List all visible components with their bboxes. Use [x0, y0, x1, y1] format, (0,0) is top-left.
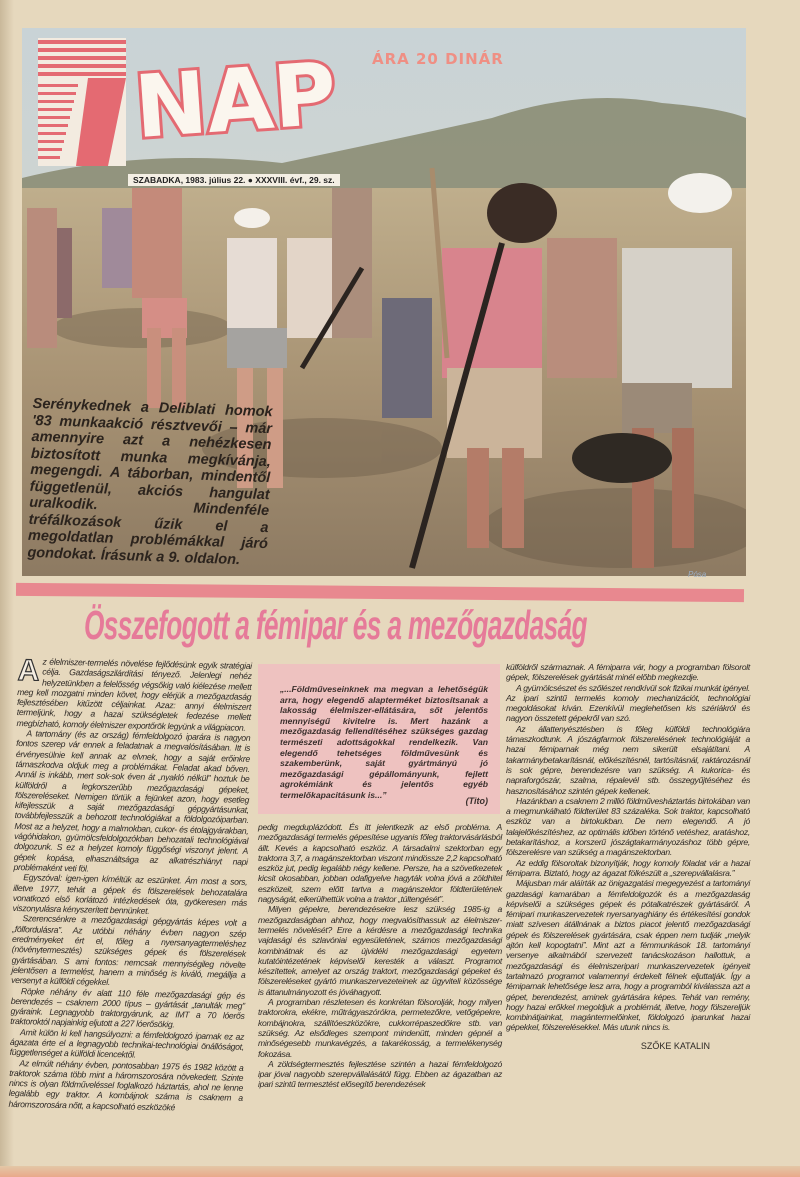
article-paragraph: Az elmúlt néhány évben, pontosabban 1975 és 1982 között a traktorok száma több mint a háromszorosára növekedett. Szinte nincs is olyan földműveléssel foglalkozó háztartás, ahol ne lenne legalább egy traktor. A kombájnok száma is csaknem a háromszorosára nőtt, a kapcsolható eszközöké: [8, 1057, 244, 1113]
article-paragraph: külföldről származnak. A fémiparra vár, hogy a programban fölsorolt gépek, fölszerelések gyártását minél előbb megkezdje.: [506, 662, 750, 683]
newspaper-logo: [38, 38, 368, 170]
article-paragraph: A zöldségtermesztés fejlesztése szintén a hazai fémfeldolgozó ipar jóval nagyobb szerepvállalásától függ. Ebben az ágazatban az ipari szintű termesztést elősegítő berendezések: [258, 1058, 502, 1090]
article-paragraph: Amit külön ki kell hangsúlyozni: a fémfeldolgozó iparnak ez az ágazata érte el a legnagyobb technikai-technológiai önállóságot, függetlenséget a külföldi licencektől.: [9, 1026, 245, 1060]
tito-quote-box: [258, 664, 500, 814]
article-paragraph-text: z élelmiszer-termelés növelése fejlődésünk egyik stratégiai célja. Gazdaságszilárdítási tényező. Jelenlegi nehéz helyzetünkben a felelősség végsőkig való kiélezése mellett meg kell mozgatni minden követ, hogy elérjük a mezőgazdaság fejlesztésében kitűzött céljainkat. Azaz: annyi élelmiszert termeljünk, hogy a hazai szükségletek fedezése mellett megbízható, komoly élelmiszer exportőrök legyünk a világpiacon.: [16, 656, 252, 733]
red-divider-stripe: [16, 583, 744, 602]
bottom-edge-stripe: [0, 1166, 800, 1177]
author-byline: SZŐKE KATALIN: [640, 1040, 710, 1051]
article-paragraph: A gyümölcsészet és szőlészet rendkívül sok fizikai munkát igényel. Az ipari szintű termelés komoly mechanizációt, technológiai megoldásokat kíván. Ezenkívül meglehetősen kis szériákról és nagyon összetett gépekről van szó.: [506, 682, 750, 724]
article-paragraph: Szerencsénkre a mezőgazdasági gépgyártás képes volt a „fölfordulásra”. Az utóbbi néhány évben nagyon szép eredményeket ért el, főleg a nyersanyagtermeléshez (növénytermesztés) szükséges gépek és fölszerelések gyártásában. S ami fontos: nemcsak mennyiségileg növelte jelentősen a termelést, hanem a minőség is kiváló, megállja a versenyt a külföldi cégekkel.: [11, 913, 247, 988]
price-label: ÁRA 20 DINÁR: [372, 50, 504, 68]
article-paragraph: A tartomány (és az ország) fémfeldolgozó iparára is nagyon fontos szerep vár ennek a feladatnak a megvalósításában. Itt is érvényesülnie kell annak az elvnek, hogy a saját erőinkre támaszkodva oldjuk meg a problémákat. Feladat akad bőven. Annál is inkább, mert sok-sok éven át „nyakló nélkül” hoztuk be külföldről a legkorszerűbb mezőgazdasági gépeket, fölszereléseket. Nemigen törtük a fejünket azon, hogy esetleg kifejlesszük a saját mezőgazdasági gépgyártásunkat, továbbfejlesszük a behozott technológiákat a földolgozóiparban. Most az a helyzet, hogy a malmokban, cukor- és étolajgyárakban, vágóhidakon, gyümölcsfeldolgozókban behozatali technológiával dolgozunk. S ez a helyzet komoly függőségi viszonyt jelent. A gépek kopása, elhasználtsága az alkatrészhiányt napi problémaként veti föl.: [13, 728, 251, 874]
article-paragraph: A programban részletesen és konkrétan fölsorolják, hogy milyen traktorokra, ekékre, műtrágyaszórókra, permetezőkre, vetőgépekre, kombájnokra, szállítóeszközökre, cukkorrépaszedőkre stb. van szükség. Az elsődleges szempont mindenütt, minden gépnél a minőségesebb munkavégzés, a takarékosság, a termelékenység fokozása.: [258, 997, 502, 1059]
article-column-1: [9, 656, 252, 1114]
svg-text:NAP: NAP: [131, 44, 340, 159]
article-paragraph: Hazánkban a csaknem 2 millió földművesháztartás birtokában van a megmunkálható földterület 83 százaléka. Sok traktor, kapcsolható eszköz van a birtokukban. De nem elegendő. A jó talajelőkészítéshez, az optimális időben történő vetéshez, aratáshoz, betakarításhoz, a korszerű jószágtakarmányozáshoz több gépre, fölszerelésre van szükség a magánszektorban.: [506, 795, 750, 858]
quote-author: (Tito): [465, 796, 488, 806]
dateline: SZABADKA, 1983. július 22. ● XXXVIII. évf., 29. sz.: [128, 174, 340, 186]
article-headline: Összefogott a fémipar és a mezőgazdaság: [84, 602, 587, 648]
article-paragraph: Egyszóval: igen-igen kíméltük az eszünket. Ám most a sors, illetve 1977, tehát a gépek és fölszerelések behozatalára vonatkozó első korlátozó intézkedések óta, gyökeresen más viszonyulásra kényszerített bennünket.: [12, 872, 248, 916]
article-paragraph: Az állattenyésztésben is főleg külföldi technológiára támaszkodtunk. A jószágfarmok fölszerelésének technológiáját a hazai fémiparnak még nem sikerült elsajátítani. A takarmánybetakarításnál, előkészítésnél, tartósításnál, raktározásnál is sok gépre, berendezésre van szükség. A kukorica- és napraforgószár, szalma, répalevél stb. összegyűjtéséhez és hasznosításához szintén gépek kellenek.: [506, 723, 750, 796]
drop-cap: A: [17, 654, 40, 688]
article-paragraph: [16, 656, 251, 733]
quote-text: „...Földműveseinknek ma megvan a lehetőségük arra, hogy elegendő alapterméket biztosítsanak a lakosság élelmiszer-ellátására, sőt jelentős mennyiségű kivitelre is. Mert hazánk a mezőgazdaság fellendítéséhez szükséges gazdag természeti adottságokkal rendelkezik. Van elegendő tehetséges földművesünk és szakemberünk, saját gyártmányú jó mezőgazdasági gépállományunk, fejlett agrokémiánk és jelentős egyéb termelőkapacitásunk is...”: [280, 684, 488, 800]
photo-caption: Serénykednek a Deliblati homok '83 munkaakció résztvevői – már amennyire azt a nehézkesen biztosított munka megkívánja, megengdi. A táborban, mindentől függetlenül, akciós hangulat uralkodik. Mindenféle tréfálkozások űzik el a megoldatlan problémákkal járó gondokat. Írásunk a 9. oldalon.: [27, 395, 273, 568]
article-paragraph: Az eddig fölsoroltak bizonyítják, hogy komoly föladat vár a hazai fémiparra. Biztató, hogy az ágazat fölkészült a „szerepvállalásra.”: [506, 857, 750, 878]
article-paragraph: Májusban már aláírták az önigazgatási megegyezést a tartományi gazdasági kamarában a fémfeldolgozók és a mezőgazdaság képviselői a szükséges gépek és pótalkatrészek gyártásáról. A fémipari munkaszervezetek nyersanyaghiány és értékesítési gondok miatt szívesen átállnának a biztos piacot jelentő mezőgazdasági gépek és fölszerelések gyártására, csak éppen nem tudják „melyik ajtón kell kopogtatni”. Mint azt a fémmunkások 18. tartományi versenye alkalmából szervezett tanácskozáson hallottuk, a mezőgazdasági és élelmiszeripari munkaszervezetek igényeit tartalmazó programot valamennyi érdekelt félnek eljuttatják. Így a fémiparnak lehetősége lesz arra, hogy a programból kiválassza azt a gépet, berendezést, aminek gyártására képes. Tehát van remény, hogy hazai erőkkel megoldjuk a problémát, illetve, hogy fölszereljük kombinátjainkat, magántermelőinket, földolgozó iparunkat hazai gépekkel, fölszerelésekkel. Más utunk nincs is.: [506, 878, 750, 1033]
article-paragraph: Röpke néhány év alatt 110 féle mezőgazdasági gép és berendezés – csaknem 2000 típus – gyártását „tanulták meg” gyáraink. Legnagyobb traktorgyárunk, az IMT a 70 lóerős traktoroktól napjainkig eljutott a 227 lóerősökig.: [10, 985, 246, 1030]
logo-nap-lettering: [132, 44, 340, 158]
article-column-3: [506, 662, 750, 1051]
article-paragraph: pedig megduplázódott. És itt jelentkezik az első probléma. A mezőgazdasági termelés gépesítése ugyanis főleg traktorvásárlásból állt. Kevés a kapcsolható eszköz. A társadalmi szektorban egy traktorra 3,7, a magánszektorban viszont mindössze 2,2 kapcsolható eszköz jut, pedig legalább négy kellene. Persze, ha a szövetkezetek kicsit okosabban, jobban odafigyelve hagyták volna jóvá a zöldhitel eszközeit, szem előtt tartva a magánszektor földterületének nagyságát, elkerülhettük volna a traktor „túltengését”.: [258, 822, 502, 905]
article-column-2: [258, 822, 502, 1090]
article-paragraph: Milyen gépekre, berendezésekre lesz szükség 1985-ig a mezőgazdaságban ahhoz, hogy megvalósíthassuk az élelmiszer-termelés növelését? Erre a kérdésre a mezőgazdasági technika vajdasági és szlavóniai egyesületének, számos mezőgazdasági kombinátnak és az újvidéki mezőgazdasági egyetem kutatóintézetének képviselői keresték a választ. Programot készítettek, amelyet az ország traktort, mezőgazdasági gépeket és fölszereléseket gyártó munkaszervezeteinek az ügyviteli közössége is áttanulmányozott és jóváhagyott.: [258, 904, 502, 997]
photo-credit: Pósa: [688, 570, 707, 579]
front-page-photo: [22, 28, 746, 576]
logo-seven-striped: [38, 38, 126, 166]
